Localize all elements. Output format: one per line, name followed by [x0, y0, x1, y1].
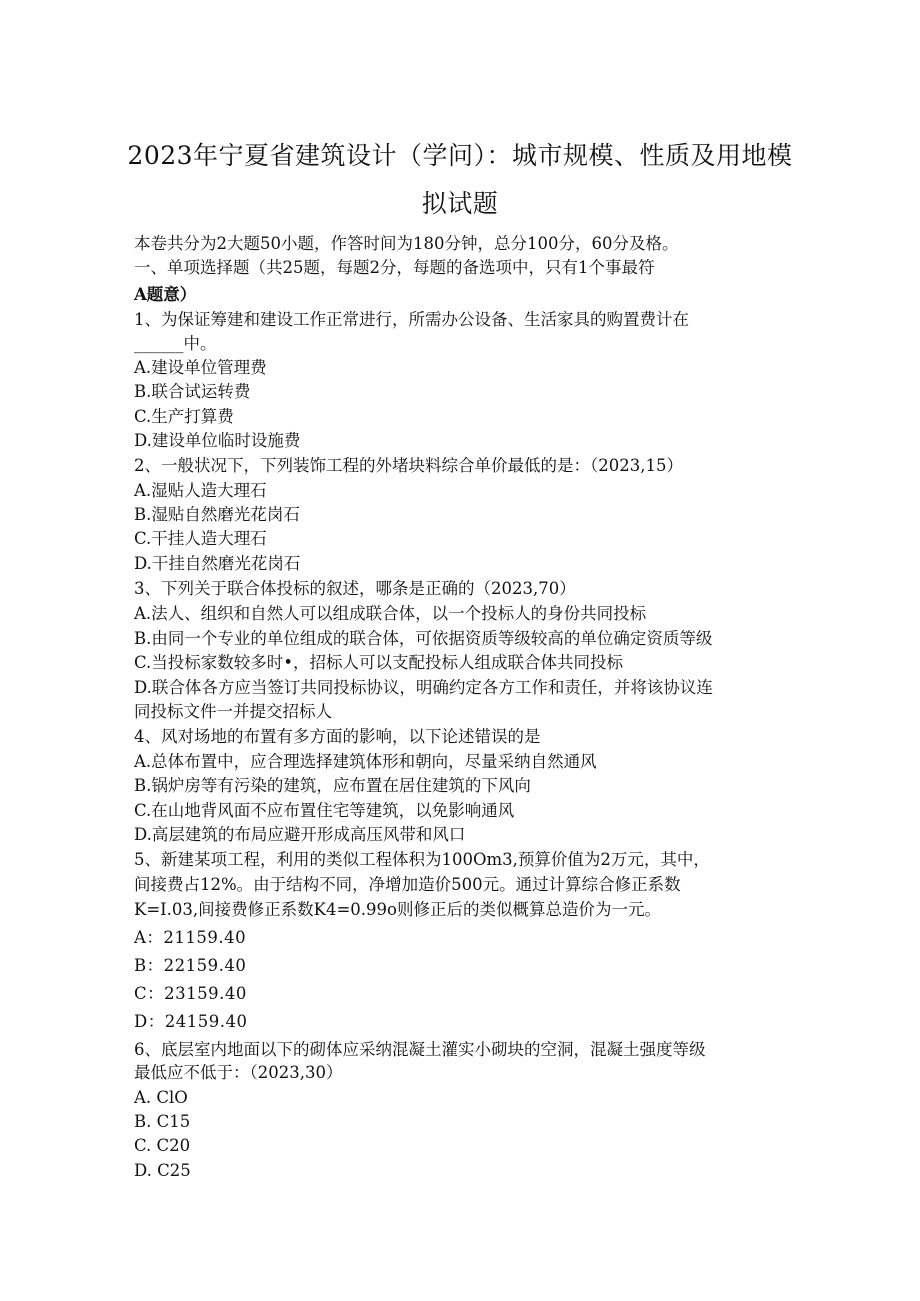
question-2-option-d: D.干挂自然磨光花岗石 [134, 554, 301, 573]
document-title: 2023年宁夏省建筑设计（学问）：城市规模、性质及用地模 [127, 141, 793, 170]
question-2-stem: 2、一般状况下，下列装饰工程的外堵块料综合单价最低的是：（2023,15） [134, 456, 683, 475]
question-3-option-d: D.联合体各方应当签订共同投标协议，明确约定各方工作和责任，并将该协议连 [134, 678, 713, 697]
question-1-option-c: C.生产打算费 [134, 407, 234, 426]
document-title-continued: 拟试题 [421, 189, 499, 218]
question-4-stem: 4、风对场地的布置有多方面的影响，以下论述错误的是 [134, 727, 541, 746]
question-6-option-c: C. C20 [134, 1136, 191, 1155]
question-6-option-a: A. ClO [134, 1088, 188, 1107]
question-2-option-b: B.湿贴自然磨光花岗石 [134, 505, 300, 524]
question-4-option-d: D.高层建筑的布局应避开形成高压风带和风口 [134, 825, 466, 844]
question-5-option-c: C：23159.40 [134, 984, 247, 1003]
question-2-option-a: A.湿贴人造大理石 [134, 481, 267, 500]
question-4-option-b: B.锅炉房等有污染的建筑，应布置在居住建筑的下风向 [134, 776, 531, 795]
section-heading: 一、单项选择题（共25题，每题2分，每题的备选项中，只有1个事最符 [134, 258, 655, 277]
section-heading-continued: A题意） [134, 285, 197, 304]
question-5-option-a: A：21159.40 [134, 928, 247, 947]
question-6-stem: 最低应不低于：（2023,30） [134, 1063, 343, 1082]
question-3-stem: 3、下列关于联合体投标的叙述，哪条是正确的（2023,70） [134, 579, 576, 598]
question-3-option-c: C.当投标家数较多时•，招标人可以支配投标人组成联合体共同投标 [134, 653, 624, 672]
question-3-option-a: A.法人、组织和自然人可以组成联合体，以一个投标人的身份共同投标 [134, 604, 647, 623]
question-1-option-b: B.联合试运转费 [134, 382, 251, 401]
question-4-option-c: C.在山地背风面不应布置住宅等建筑，以免影响通风 [134, 801, 515, 820]
question-6-stem: 6、底层室内地面以下的砌体应采纳混凝土灌实小砌块的空洞，混凝土强度等级 [134, 1040, 706, 1059]
question-2-option-c: C.干挂人造大理石 [134, 529, 267, 548]
question-3-option-d-continued: 同投标文件一并提交招标人 [134, 702, 332, 721]
question-5-stem: 5、新建某项工程，利用的类似工程体积为100Om3,预算价值为2万元，其中， [134, 850, 710, 869]
question-1-option-a: A.建设单位管理费 [134, 358, 267, 377]
question-5-option-b: B：22159.40 [134, 956, 247, 975]
question-5-stem: 间接费占12%。由于结构不同，净增加造价500元。通过计算综合修正系数 [134, 875, 681, 894]
question-3-option-b: B.由同一个专业的单位组成的联合体，可依据资质等级较高的单位确定资质等级 [134, 629, 713, 648]
question-6-option-b: B. C15 [134, 1112, 191, 1131]
question-1-stem: 1、为保证筹建和建设工作正常进行，所需办公设备、生活家具的购置费计在 [134, 310, 689, 329]
question-6-option-d: D. C25 [134, 1161, 191, 1180]
question-1-option-d: D.建设单位临时设施费 [134, 431, 301, 450]
question-1-stem: ______中。 [134, 334, 217, 353]
question-5-stem: K=I.03,间接费修正系数K4=0.99o则修正后的类似概算总造价为一元。 [134, 900, 661, 919]
exam-instructions: 本卷共分为2大题50小题，作答时间为180分钟，总分100分，60分及格。 [134, 234, 679, 253]
question-5-option-d: D：24159.40 [134, 1012, 248, 1031]
question-4-option-a: A.总体布置中，应合理选择建筑体形和朝向，尽量采纳自然通风 [134, 752, 597, 771]
